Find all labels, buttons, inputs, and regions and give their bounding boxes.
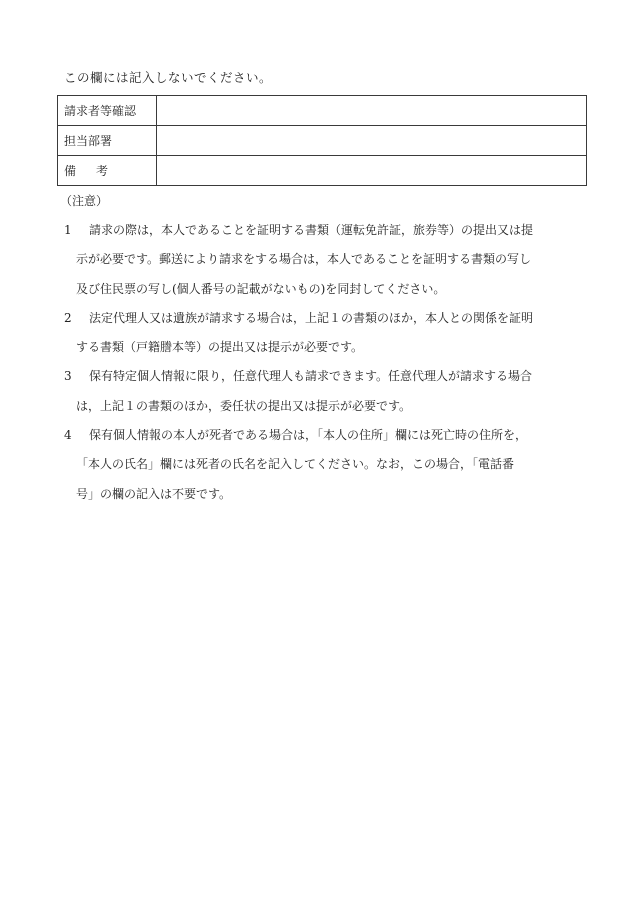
notes-list [64,216,578,509]
note-line: 法定代理人又は遺族が請求する場合は，上記１の書類のほか，本人との関係を証明 [89,310,534,325]
table-row [58,156,587,186]
note-item-4 [64,421,578,509]
note-line: 保有個人情報の本人が死者である場合は，「本人の住所」欄には死亡時の住所を， [89,428,528,443]
row-value-remarks [157,156,587,186]
note-number: 3 [64,369,72,384]
note-line: 及び住民票の写し(個人番号の記載がないもの)を同封してください。 [76,281,446,296]
notes-title: （注意） [60,194,109,208]
note-line: 保有特定個人情報に限り，任意代理人も請求できます。任意代理人が請求する場合 [89,369,533,384]
note-line: 「本人の氏名」欄には死者の氏名を記入してください。なお，この場合，「電話番 [76,457,515,472]
row-value-department [157,126,587,156]
row-value-requester-check [157,96,587,126]
row-label-requester-check: 請求者等確認 [58,96,157,126]
office-use-table [57,95,587,186]
row-label-remarks: 備考 [58,156,157,186]
note-line: は，上記１の書類のほか，委任状の提出又は提示が必要です。 [76,398,412,413]
note-line: 請求の際は，本人であることを証明する書類（運転免許証，旅券等）の提出又は提 [89,223,534,237]
table-row [58,126,587,156]
note-line: 示が必要です。郵送により請求をする場合は，本人であることを証明する書類の写し [76,252,532,267]
note-number: 1 [64,223,72,237]
note-item-1 [64,216,578,304]
table-row [58,96,587,126]
note-number: 4 [64,428,72,443]
row-label-department: 担当部署 [58,126,157,156]
note-line: する書類（戸籍謄本等）の提出又は提示が必要です。 [76,340,364,355]
note-item-3 [64,362,578,421]
note-number: 2 [64,310,72,325]
note-item-2 [64,304,578,363]
note-line: 号」の欄の記入は不要です。 [76,486,232,501]
office-use-heading: この欄には記入しないでください。 [64,70,273,85]
